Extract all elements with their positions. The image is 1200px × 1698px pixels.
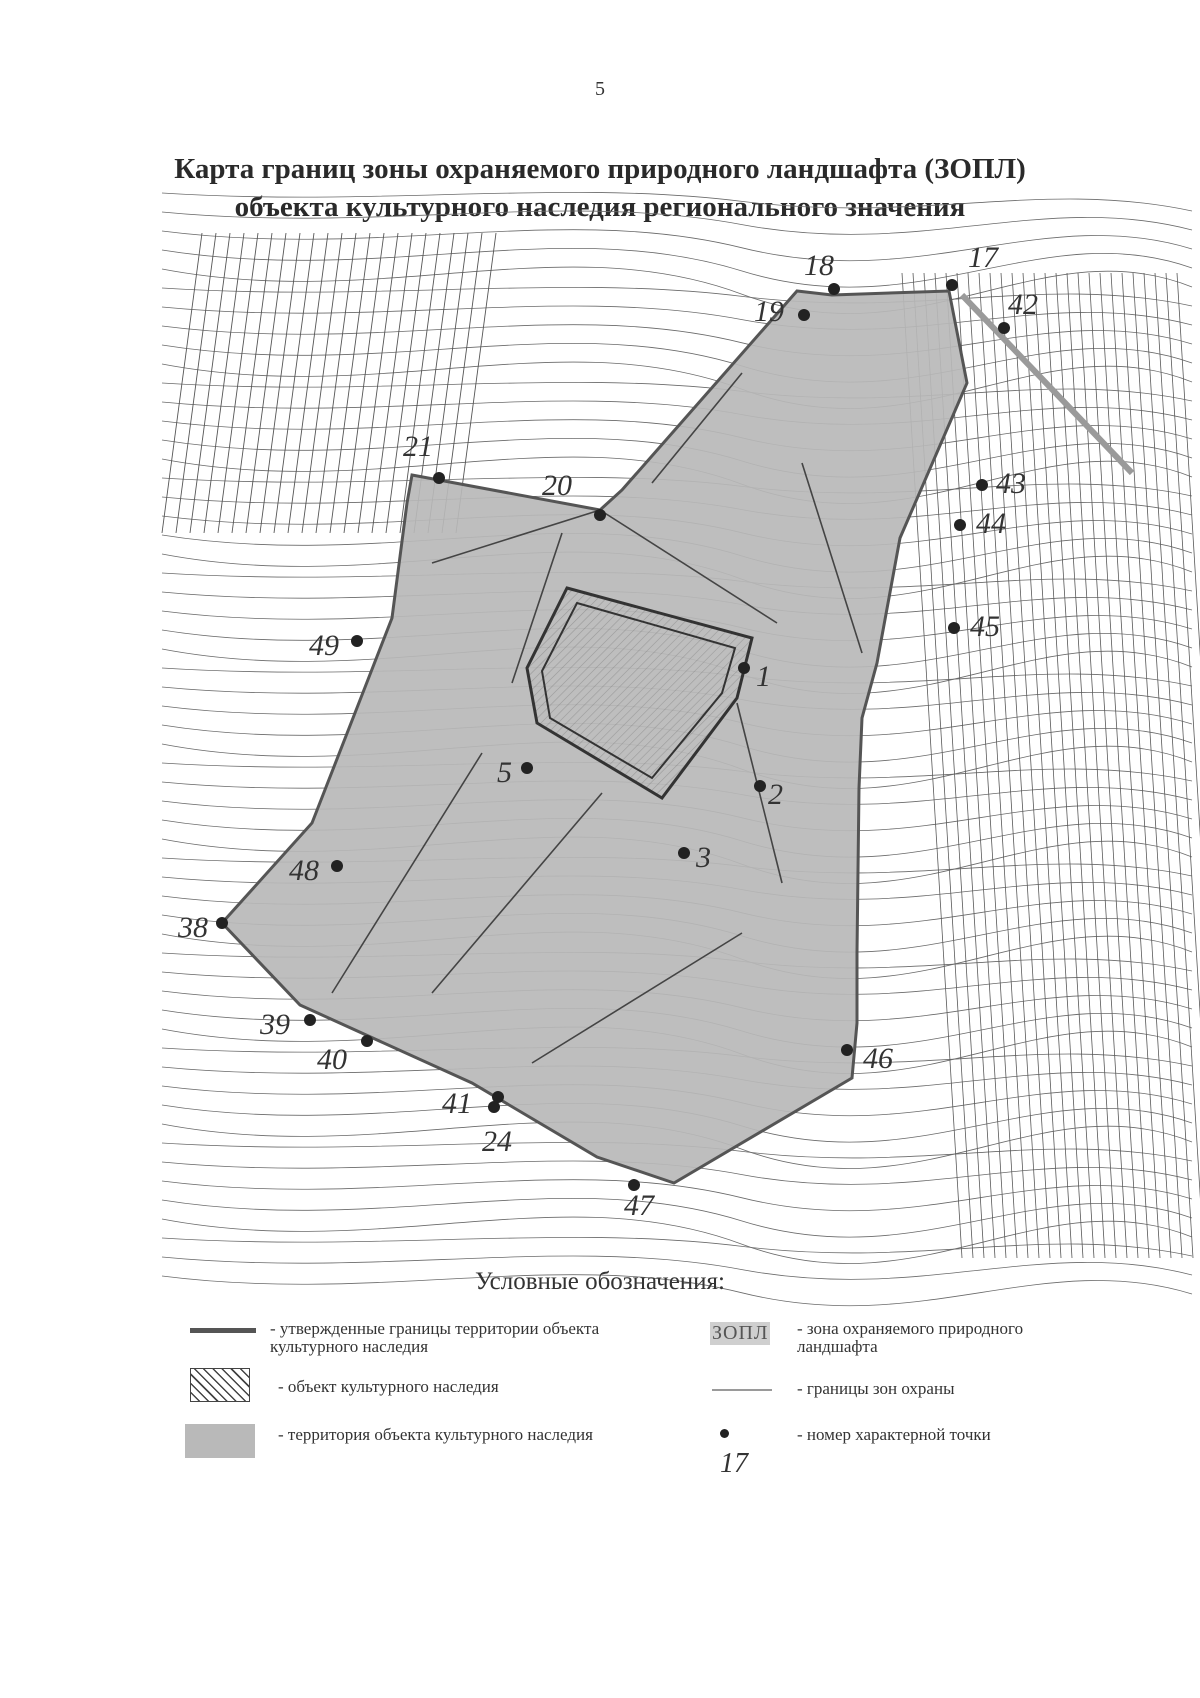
- legend-zopl-symbol: ЗОПЛ: [712, 1322, 769, 1344]
- contour-line: [1177, 273, 1200, 1258]
- characteristic-point-44: [954, 519, 966, 531]
- characteristic-point-49: [351, 635, 363, 647]
- point-label-48: 48: [289, 854, 319, 887]
- characteristic-point-48: [331, 860, 343, 872]
- characteristic-point-18: [828, 283, 840, 295]
- map-title: [0, 150, 1200, 226]
- point-dot-icon: [720, 1429, 729, 1438]
- map-area: [178, 233, 1172, 1258]
- characteristic-point-5: [521, 762, 533, 774]
- point-label-38: 38: [178, 911, 208, 944]
- contour-line: [162, 1237, 1192, 1256]
- characteristic-point-42: [998, 322, 1010, 334]
- legend-heritage-territory-text: - территория объекта культурного наследия: [278, 1425, 593, 1444]
- characteristic-point-20: [594, 509, 606, 521]
- characteristic-point-19: [798, 309, 810, 321]
- contour-line: [946, 273, 1006, 1258]
- legend-point-symbol-label: 17: [720, 1448, 748, 1479]
- point-label-3: 3: [696, 841, 711, 874]
- point-label-42: 42: [1008, 288, 1038, 321]
- legend-title: Условные обозначения:: [474, 1268, 726, 1295]
- contour-line: [1067, 273, 1127, 1258]
- contour-line: [990, 273, 1050, 1258]
- legend-zone-line-symbol: [712, 1389, 772, 1391]
- characteristic-point-39: [304, 1014, 316, 1026]
- contour-line: [1045, 273, 1105, 1258]
- map-title-line-1: Карта границ зоны охраняемого природного ландшафта (ЗОПЛ): [174, 153, 1026, 185]
- contour-line: [1122, 273, 1182, 1258]
- contour-line: [1023, 273, 1083, 1258]
- legend-approved-boundaries-text: - утвержденные границы территории объекта культурного наследия: [270, 1319, 600, 1356]
- contour-line: [162, 382, 1192, 401]
- point-label-44: 44: [976, 507, 1006, 540]
- point-label-19: 19: [754, 295, 784, 328]
- point-label-24: 24: [482, 1125, 512, 1158]
- contour-line: [1012, 273, 1072, 1258]
- characteristic-point-3: [678, 847, 690, 859]
- contour-line: [1089, 273, 1149, 1258]
- point-label-2: 2: [768, 778, 783, 811]
- characteristic-point-1: [738, 662, 750, 674]
- characteristic-point-46: [841, 1044, 853, 1056]
- contour-line: [1078, 273, 1138, 1258]
- legend-protection-boundaries-text: - границы зон охраны: [797, 1379, 955, 1398]
- point-label-39: 39: [260, 1008, 290, 1041]
- contour-line: [1001, 273, 1061, 1258]
- point-label-46: 46: [863, 1042, 893, 1075]
- characteristic-point-43: [976, 479, 988, 491]
- point-label-49: 49: [309, 629, 339, 662]
- contour-line: [1133, 273, 1193, 1258]
- characteristic-point-40: [361, 1035, 373, 1047]
- legend-point-symbol: [720, 1416, 748, 1480]
- legend-heritage-object-text: - объект культурного наследия: [278, 1377, 499, 1396]
- characteristic-point-38: [216, 917, 228, 929]
- characteristic-point-17: [946, 279, 958, 291]
- point-label-18: 18: [804, 249, 834, 282]
- legend-fill-symbol: [185, 1424, 255, 1458]
- characteristic-point-24: [488, 1101, 500, 1113]
- point-label-47: 47: [624, 1189, 654, 1222]
- page-number: 5: [595, 78, 605, 100]
- point-label-40: 40: [317, 1043, 347, 1076]
- point-label-41: 41: [442, 1087, 472, 1120]
- point-label-45: 45: [970, 610, 1000, 643]
- characteristic-point-2: [754, 780, 766, 792]
- legend-zopl-text: - зона охраняемого природного ландшафта: [797, 1319, 1024, 1356]
- point-label-17: 17: [968, 241, 998, 274]
- characteristic-point-45: [948, 622, 960, 634]
- contour-line: [1111, 273, 1171, 1258]
- contour-line: [1100, 273, 1160, 1258]
- point-label-1: 1: [756, 660, 771, 693]
- point-label-20: 20: [542, 469, 572, 502]
- point-label-43: 43: [996, 467, 1026, 500]
- legend-hatch-symbol: [190, 1368, 250, 1402]
- map-canvas: [178, 233, 1172, 1258]
- point-label-21: 21: [403, 430, 433, 463]
- point-label-5: 5: [497, 756, 512, 789]
- contour-line: [968, 273, 1028, 1258]
- legend-point-number-text: - номер характерной точки: [797, 1425, 991, 1444]
- legend-boundary-line-symbol: [190, 1328, 256, 1333]
- characteristic-point-21: [433, 472, 445, 484]
- contour-line: [957, 273, 1017, 1258]
- map-title-line-2: объекта культурного наследия регионального значения: [234, 191, 966, 223]
